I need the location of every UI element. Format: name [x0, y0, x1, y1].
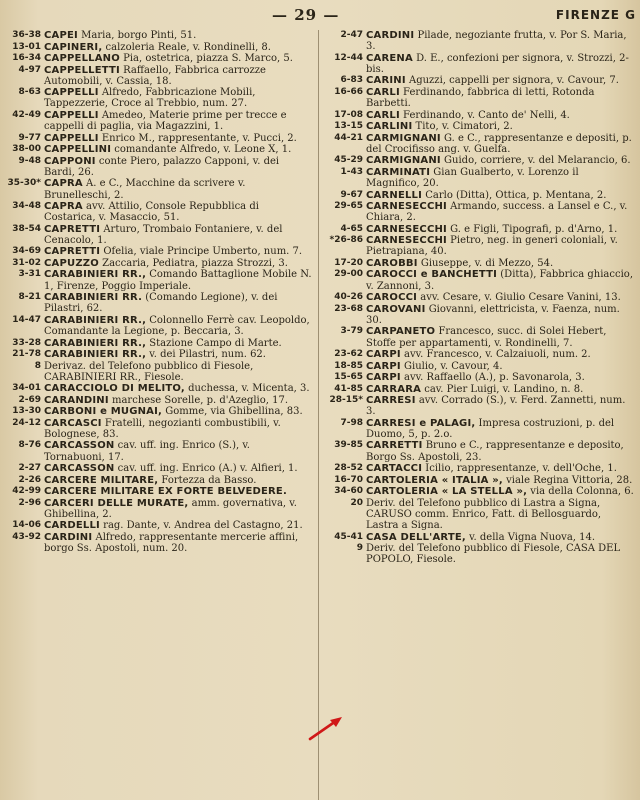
subscriber-name: CARACCIOLO DI MELITO, — [44, 383, 185, 395]
subscriber-details: Zaccaria, Pediatra, piazza Strozzi, 3. — [98, 257, 288, 269]
directory-entry — [4, 383, 312, 394]
directory-entry — [326, 486, 634, 497]
directory-entry — [4, 315, 312, 337]
subscriber-details: marchese Sorelle, p. d'Azeglio, 17. — [108, 394, 289, 406]
subscriber-details: conte Piero, palazzo Capponi, v. dei Bardi, 26. — [44, 155, 280, 178]
phone-number: 42-99 — [12, 486, 41, 497]
phone-number: 21-78 — [12, 349, 41, 360]
phone-number: 3-79 — [340, 326, 363, 337]
subscriber-name: CARABINIERI RR., — [44, 269, 147, 281]
subscriber-name: CARCERI DELLE MURATE, — [44, 497, 189, 509]
phone-number: 34-60 — [334, 486, 363, 497]
subscriber-details: Bruno e C., rappresentanze e deposito, Borgo Ss. Apostoli, 23. — [366, 440, 624, 463]
subscriber-name: CARNESECCHI — [366, 223, 447, 235]
subscriber-name: CARINI — [366, 75, 406, 87]
directory-entry — [326, 87, 634, 109]
subscriber-details: via della Colonna, 6. — [527, 486, 634, 498]
subscriber-name: CAPRA — [44, 178, 83, 190]
subscriber-name: CARENA — [366, 52, 413, 64]
page-number: — 29 — — [272, 6, 340, 24]
subscriber-details: (Ditta), Fabbrica ghiaccio, v. Zannoni, 3. — [366, 269, 633, 292]
subscriber-name: CARMIGNANI — [366, 155, 441, 167]
phone-number: 2-96 — [18, 497, 41, 508]
directory-entry — [326, 155, 634, 166]
phone-number: 8-63 — [18, 87, 41, 98]
phone-number: 34-69 — [12, 246, 41, 257]
directory-entry — [326, 75, 634, 86]
subscriber-name: CAPPONI — [44, 155, 96, 167]
subscriber-details: Icilio, rappresentanze, v. dell'Oche, 1. — [422, 463, 617, 475]
phone-number: 2-26 — [18, 474, 41, 485]
directory-entry — [4, 110, 312, 132]
phone-number: 20 — [350, 497, 363, 508]
phone-number: 4-65 — [340, 223, 363, 234]
subscriber-name: CARLINI — [366, 121, 413, 133]
directory-entry — [326, 475, 634, 486]
subscriber-name: CAPPELLI — [44, 132, 99, 144]
directory-entry — [326, 543, 634, 565]
directory-entry — [326, 133, 634, 155]
phone-number: 12-44 — [334, 52, 363, 63]
subscriber-name: CARRESI — [366, 395, 416, 407]
directory-entry — [4, 144, 312, 155]
subscriber-details: Arturo, Trombaio Fontaniere, v. del Cenacolo, 1. — [44, 223, 283, 246]
directory-entry — [4, 87, 312, 109]
phone-number: 45-29 — [334, 155, 363, 166]
directory-entry — [326, 110, 634, 121]
subscriber-details: (Comando Legione), v. dei Pilastri, 62. — [44, 292, 278, 315]
phone-number: 8-21 — [18, 292, 41, 303]
subscriber-name: CARTOLERIA « LA STELLA », — [366, 486, 528, 498]
directory-entry — [4, 224, 312, 246]
phone-number: 38-54 — [12, 223, 41, 234]
subscriber-details: Alfredo, Fabbricazione Mobili, Tappezzerie, Croce al Trebbio, num. 27. — [44, 87, 256, 110]
directory-entry — [326, 258, 634, 269]
subscriber-name: CAPPELLETTI — [44, 64, 120, 76]
subscriber-details: Raffaello, Fabbrica carrozze Automobili, v. Cassia, 18. — [44, 64, 266, 87]
phone-number: 18-85 — [334, 360, 363, 371]
phone-number: 16-66 — [334, 86, 363, 97]
phone-number: 16-34 — [12, 53, 41, 63]
subscriber-details: Deriv. del Telefono pubblico di Fiesole, CASA DEL POPOLO, Fiesole. — [366, 543, 621, 566]
directory-entry — [4, 498, 312, 520]
subscriber-details: Giuseppe, v. di Mezzo, 54. — [417, 257, 554, 269]
subscriber-name: CARDELLI — [44, 520, 100, 532]
column-divider — [318, 30, 319, 800]
subscriber-name: CARRETTI — [366, 440, 423, 452]
directory-entry — [4, 53, 312, 64]
phone-number: 8-76 — [18, 440, 41, 451]
subscriber-details: Derivaz. del Telefono pubblico di Fiesole, CARABINIERI RR., Fiesole. — [44, 360, 254, 383]
directory-entry — [4, 178, 312, 200]
phone-number: 9-67 — [340, 189, 363, 200]
phone-number: 38-00 — [12, 144, 41, 155]
subscriber-details: rag. Dante, v. Andrea del Castagno, 21. — [99, 520, 303, 532]
subscriber-details: amm. governativa, v. Ghibellina, 2. — [44, 497, 297, 520]
directory-entry — [4, 133, 312, 144]
directory-entry — [4, 156, 312, 178]
phone-number: 31-02 — [12, 257, 41, 268]
phone-number: 13-15 — [334, 121, 363, 132]
directory-entry — [326, 30, 634, 52]
phone-number: 28-52 — [334, 463, 363, 474]
directory-entry — [326, 326, 634, 348]
subscriber-details: Amedeo, Materie prime per trecce e cappelli di paglia, via Magazzini, 1. — [44, 109, 287, 133]
phone-number: 28-15* — [329, 395, 363, 406]
phone-number: 29-65 — [334, 201, 363, 212]
subscriber-details: Maria, borgo Pinti, 51. — [77, 30, 197, 41]
subscriber-name: CARANDINI — [44, 394, 109, 406]
subscriber-name: CARABINIERI RR., — [44, 337, 147, 349]
phone-number: 42-49 — [12, 109, 41, 120]
subscriber-name: CARMIGNANI — [366, 132, 441, 144]
phone-number: 33-28 — [12, 337, 41, 348]
phone-number: 23-62 — [334, 349, 363, 360]
phone-number: 3-31 — [18, 269, 41, 280]
directory-entry — [4, 258, 312, 269]
subscriber-details: cav. Pier Luigi, v. Landino, n. 8. — [421, 383, 584, 395]
phone-number: 1-43 — [340, 166, 363, 177]
subscriber-details: calzoleria Reale, v. Rondinelli, 8. — [102, 41, 271, 53]
phone-number: 2-69 — [18, 394, 41, 405]
phone-number: 41-85 — [334, 383, 363, 394]
phone-number: 39-85 — [334, 440, 363, 451]
subscriber-name: CARLI — [366, 109, 400, 121]
red-arrow-icon — [306, 713, 346, 743]
subscriber-name: CARABINIERI RR. — [44, 292, 143, 304]
subscriber-details: Pietro, neg. in generi coloniali, v. Pietrapiana, 40. — [366, 235, 618, 258]
subscriber-name: CARPANETO — [366, 326, 436, 338]
directory-entry — [326, 349, 634, 360]
directory-entry — [326, 224, 634, 235]
phone-number: 23-68 — [334, 303, 363, 314]
subscriber-details: Ferdinando, fabbrica di letti, Rotonda Barbetti. — [366, 86, 595, 110]
directory-entry — [4, 349, 312, 360]
subscriber-details: v. dei Pilastri, num. 62. — [146, 349, 266, 361]
directory-entry — [326, 372, 634, 383]
subscriber-details: cav. uff. ing. Enrico (S.), v. Tornabuoni, 17. — [44, 440, 250, 463]
phone-number: 17-08 — [334, 109, 363, 120]
subscriber-name: CAPINERI, — [44, 41, 103, 53]
directory-entry — [326, 395, 634, 417]
phone-number: 43-92 — [12, 531, 41, 542]
directory-entry — [326, 53, 634, 75]
subscriber-name: CARCASSON — [44, 440, 115, 452]
subscriber-name: CARLI — [366, 86, 400, 98]
subscriber-name: CARTOLERIA « ITALIA », — [366, 474, 503, 486]
directory-entry — [326, 440, 634, 462]
subscriber-details: Pia, ostetrica, piazza S. Marco, 5. — [119, 53, 293, 64]
directory-entry — [326, 304, 634, 326]
subscriber-name: CAPRA — [44, 201, 83, 213]
directory-entry — [326, 190, 634, 201]
subscriber-details: Guido, corriere, v. del Melarancio, 6. — [440, 155, 631, 167]
directory-entry — [326, 269, 634, 291]
left-column — [4, 30, 312, 800]
subscriber-details: comandante Alfredo, v. Leone X, 1. — [111, 144, 292, 156]
subscriber-name: CAPPELLINI — [44, 144, 112, 156]
subscriber-name: CARCASCI — [44, 417, 102, 429]
directory-entry — [326, 384, 634, 395]
phone-number: 36-38 — [12, 30, 41, 40]
subscriber-name: CARABINIERI RR., — [44, 314, 147, 326]
subscriber-details: cav. uff. ing. Enrico (A.) v. Alfieri, 1. — [114, 463, 298, 475]
subscriber-details: Colonnello Ferrè cav. Leopoldo, Comandante la Legione, p. Beccaria, 3. — [44, 314, 310, 338]
subscriber-name: CARNESECCHI — [366, 201, 447, 213]
subscriber-name: CARPI — [366, 360, 401, 372]
phone-number: 15-65 — [334, 372, 363, 383]
subscriber-details: D. E., confezioni per signora, v. Strozzi, 2-bis. — [366, 52, 629, 75]
phone-number: 24-12 — [12, 417, 41, 428]
subscriber-name: CAROCCI — [366, 292, 418, 304]
subscriber-details: avv. Corrado (S.), v. Ferd. Zannetti, num. 3. — [366, 395, 626, 418]
subscriber-details: duchessa, v. Micenta, 3. — [184, 383, 310, 395]
directory-entry — [4, 361, 312, 383]
subscriber-name: CARABINIERI RR., — [44, 349, 147, 361]
directory-entry — [326, 361, 634, 372]
directory-entry — [326, 498, 634, 532]
subscriber-details: G. e Figli, Tipografi, p. d'Arno, 1. — [446, 223, 618, 235]
subscriber-name: CARTACCI — [366, 463, 423, 475]
phone-number: 17-20 — [334, 257, 363, 268]
directory-entry — [4, 440, 312, 462]
directory-entry — [326, 463, 634, 474]
subscriber-details: Gian Gualberto, v. Lorenzo il Magnifico, 20. — [366, 166, 579, 190]
subscriber-details: Carlo (Ditta), Ottica, p. Mentana, 2. — [422, 189, 607, 201]
subscriber-name: CARDINI — [366, 30, 415, 41]
subscriber-name: CAPUZZO — [44, 257, 99, 269]
subscriber-name: CARNELLI — [366, 189, 423, 201]
right-column — [326, 30, 634, 800]
directory-entry — [326, 201, 634, 223]
subscriber-details: avv. Raffaello (A.), p. Savonarola, 3. — [400, 372, 585, 384]
subscriber-name: CAROVANI — [366, 303, 426, 315]
phone-number: 9-48 — [18, 155, 41, 166]
subscriber-name: CAROBBI — [366, 257, 418, 269]
subscriber-details: Alfredo, rappresentante mercerie affini, borgo Ss. Apostoli, num. 20. — [44, 531, 299, 555]
subscriber-details: Comando Battaglione Mobile N. 1, Firenze, Poggio Imperiale. — [44, 269, 312, 292]
directory-entry — [4, 292, 312, 314]
directory-entry — [4, 42, 312, 53]
phone-number: 14-06 — [12, 520, 41, 531]
phone-number: *26-86 — [329, 235, 363, 246]
subscriber-details: Impresa costruzioni, p. del Duomo, 5, p. 2.o. — [366, 417, 615, 440]
phone-number: 44-21 — [334, 132, 363, 143]
directory-entry — [4, 475, 312, 486]
subscriber-name: CARMINATI — [366, 166, 431, 178]
subscriber-name: CAROCCI e BANCHETTI — [366, 269, 498, 281]
subscriber-details: avv. Francesco, v. Calzaiuoli, num. 2. — [400, 349, 591, 361]
subscriber-details: Fortezza da Basso. — [158, 474, 257, 486]
subscriber-details: Giulio, v. Cavour, 4. — [400, 360, 503, 372]
phone-number: 34-48 — [12, 201, 41, 212]
directory-entry — [326, 121, 634, 132]
subscriber-name: CARPI — [366, 349, 401, 361]
page-header — [0, 6, 640, 26]
subscriber-name: CASA DELL'ARTE, — [366, 531, 466, 543]
phone-number: 9 — [356, 543, 363, 554]
subscriber-name: CARRESI e PALAGI, — [366, 417, 476, 429]
directory-entry — [4, 463, 312, 474]
phone-number: 34-01 — [12, 383, 41, 394]
directory-entry — [326, 235, 634, 257]
subscriber-details: Stazione Campo di Marte. — [146, 337, 282, 349]
phone-number: 14-47 — [12, 314, 41, 325]
phone-number: 13-01 — [12, 41, 41, 52]
subscriber-details: v. della Vigna Nuova, 14. — [465, 531, 596, 543]
subscriber-details: Tito, v. Cimatori, 2. — [412, 121, 513, 133]
phone-number: 6-83 — [340, 75, 363, 86]
subscriber-name: CARCERE MILITARE EX FORTE BELVEDERE. — [44, 486, 287, 498]
phone-number: 2-27 — [18, 463, 41, 474]
subscriber-details: Fratelli, negozianti combustibili, v. Bolognese, 83. — [44, 417, 281, 440]
directory-entry — [326, 532, 634, 543]
subscriber-name: CARPI — [366, 372, 401, 384]
subscriber-details: Ofelia, viale Principe Umberto, num. 7. — [100, 246, 303, 258]
phone-number: 4-97 — [18, 64, 41, 75]
subscriber-details: Aguzzi, cappelli per signora, v. Cavour, 7. — [405, 75, 619, 87]
subscriber-name: CAPRETTI — [44, 246, 101, 258]
directory-entry — [326, 292, 634, 303]
subscriber-name: CARCASSON — [44, 463, 115, 475]
subscriber-details: avv. Cesare, v. Giulio Cesare Vanini, 13. — [417, 292, 621, 304]
phone-number: 35-30* — [7, 178, 41, 189]
subscriber-details: Ferdinando, v. Canto de' Nelli, 4. — [399, 109, 570, 121]
subscriber-details: G. e C., rappresentanze e depositi, p. del Crocifisso ang. v. Guelfa. — [366, 132, 632, 155]
subscriber-name: CARCERE MILITARE, — [44, 474, 159, 486]
directory-entry — [4, 246, 312, 257]
subscriber-name: CAPRETTI — [44, 223, 101, 235]
directory-entry — [4, 406, 312, 417]
phone-number: 7-98 — [340, 417, 363, 428]
subscriber-details: avv. Attilio, Console Repubblica di Costarica, v. Masaccio, 51. — [44, 201, 259, 224]
subscriber-name: CAPEI — [44, 30, 78, 41]
phone-number: 2-47 — [340, 30, 363, 40]
subscriber-details: Enrico M., rappresentante, v. Pucci, 2. — [98, 132, 297, 144]
subscriber-details: Pilade, negoziante frutta, v. Por S. Maria, 3. — [366, 30, 627, 53]
directory-entry — [4, 418, 312, 440]
city-heading: FIRENZE G — [555, 8, 636, 22]
phone-number: 29-00 — [334, 269, 363, 280]
subscriber-details: Deriv. del Telefono pubblico di Lastra a Signa, CARUSO comm. Enrico, Fatt. di Bellosguardo, Lastra a Signa. — [366, 497, 602, 532]
subscriber-details: Francesco, succ. di Solei Hebert, Stoffe per appartamenti, v. Rondinelli, 7. — [366, 326, 607, 349]
phone-number: 40-26 — [334, 292, 363, 303]
subscriber-name: CAPPELLI — [44, 87, 99, 99]
phone-number: 16-70 — [334, 474, 363, 485]
directory-entry — [4, 30, 312, 41]
phone-number: 45-41 — [334, 531, 363, 542]
phone-number: 13-30 — [12, 406, 41, 417]
subscriber-name: CARDINI — [44, 531, 93, 543]
directory-entry — [4, 486, 312, 497]
phone-number: 9-77 — [18, 132, 41, 143]
directory-entry — [4, 201, 312, 223]
directory-entry — [4, 532, 312, 554]
subscriber-name: CARNESECCHI — [366, 235, 447, 247]
directory-entry — [4, 338, 312, 349]
subscriber-name: CARBONI e MUGNAI, — [44, 406, 163, 418]
subscriber-name: CAPPELLANO — [44, 53, 120, 64]
subscriber-details: Gomme, via Ghibellina, 83. — [162, 406, 303, 418]
directory-entry — [326, 418, 634, 440]
subscriber-name: CAPPELLI — [44, 109, 99, 121]
subscriber-details: viale Regina Vittoria, 28. — [502, 474, 633, 486]
subscriber-details: Armando, success. a Lansel e C., v. Chiara, 2. — [366, 201, 628, 224]
subscriber-details: A. e C., Macchine da scrivere v. Brunelleschi, 2. — [44, 178, 246, 201]
phone-number: 8 — [34, 360, 41, 371]
directory-entry — [326, 167, 634, 189]
directory-entry — [4, 65, 312, 87]
directory-entry — [4, 395, 312, 406]
directory-entry — [4, 520, 312, 531]
subscriber-name: CARRARA — [366, 383, 422, 395]
subscriber-details: Giovanni, elettricista, v. Faenza, num. 30. — [366, 303, 620, 326]
directory-entry — [4, 269, 312, 291]
